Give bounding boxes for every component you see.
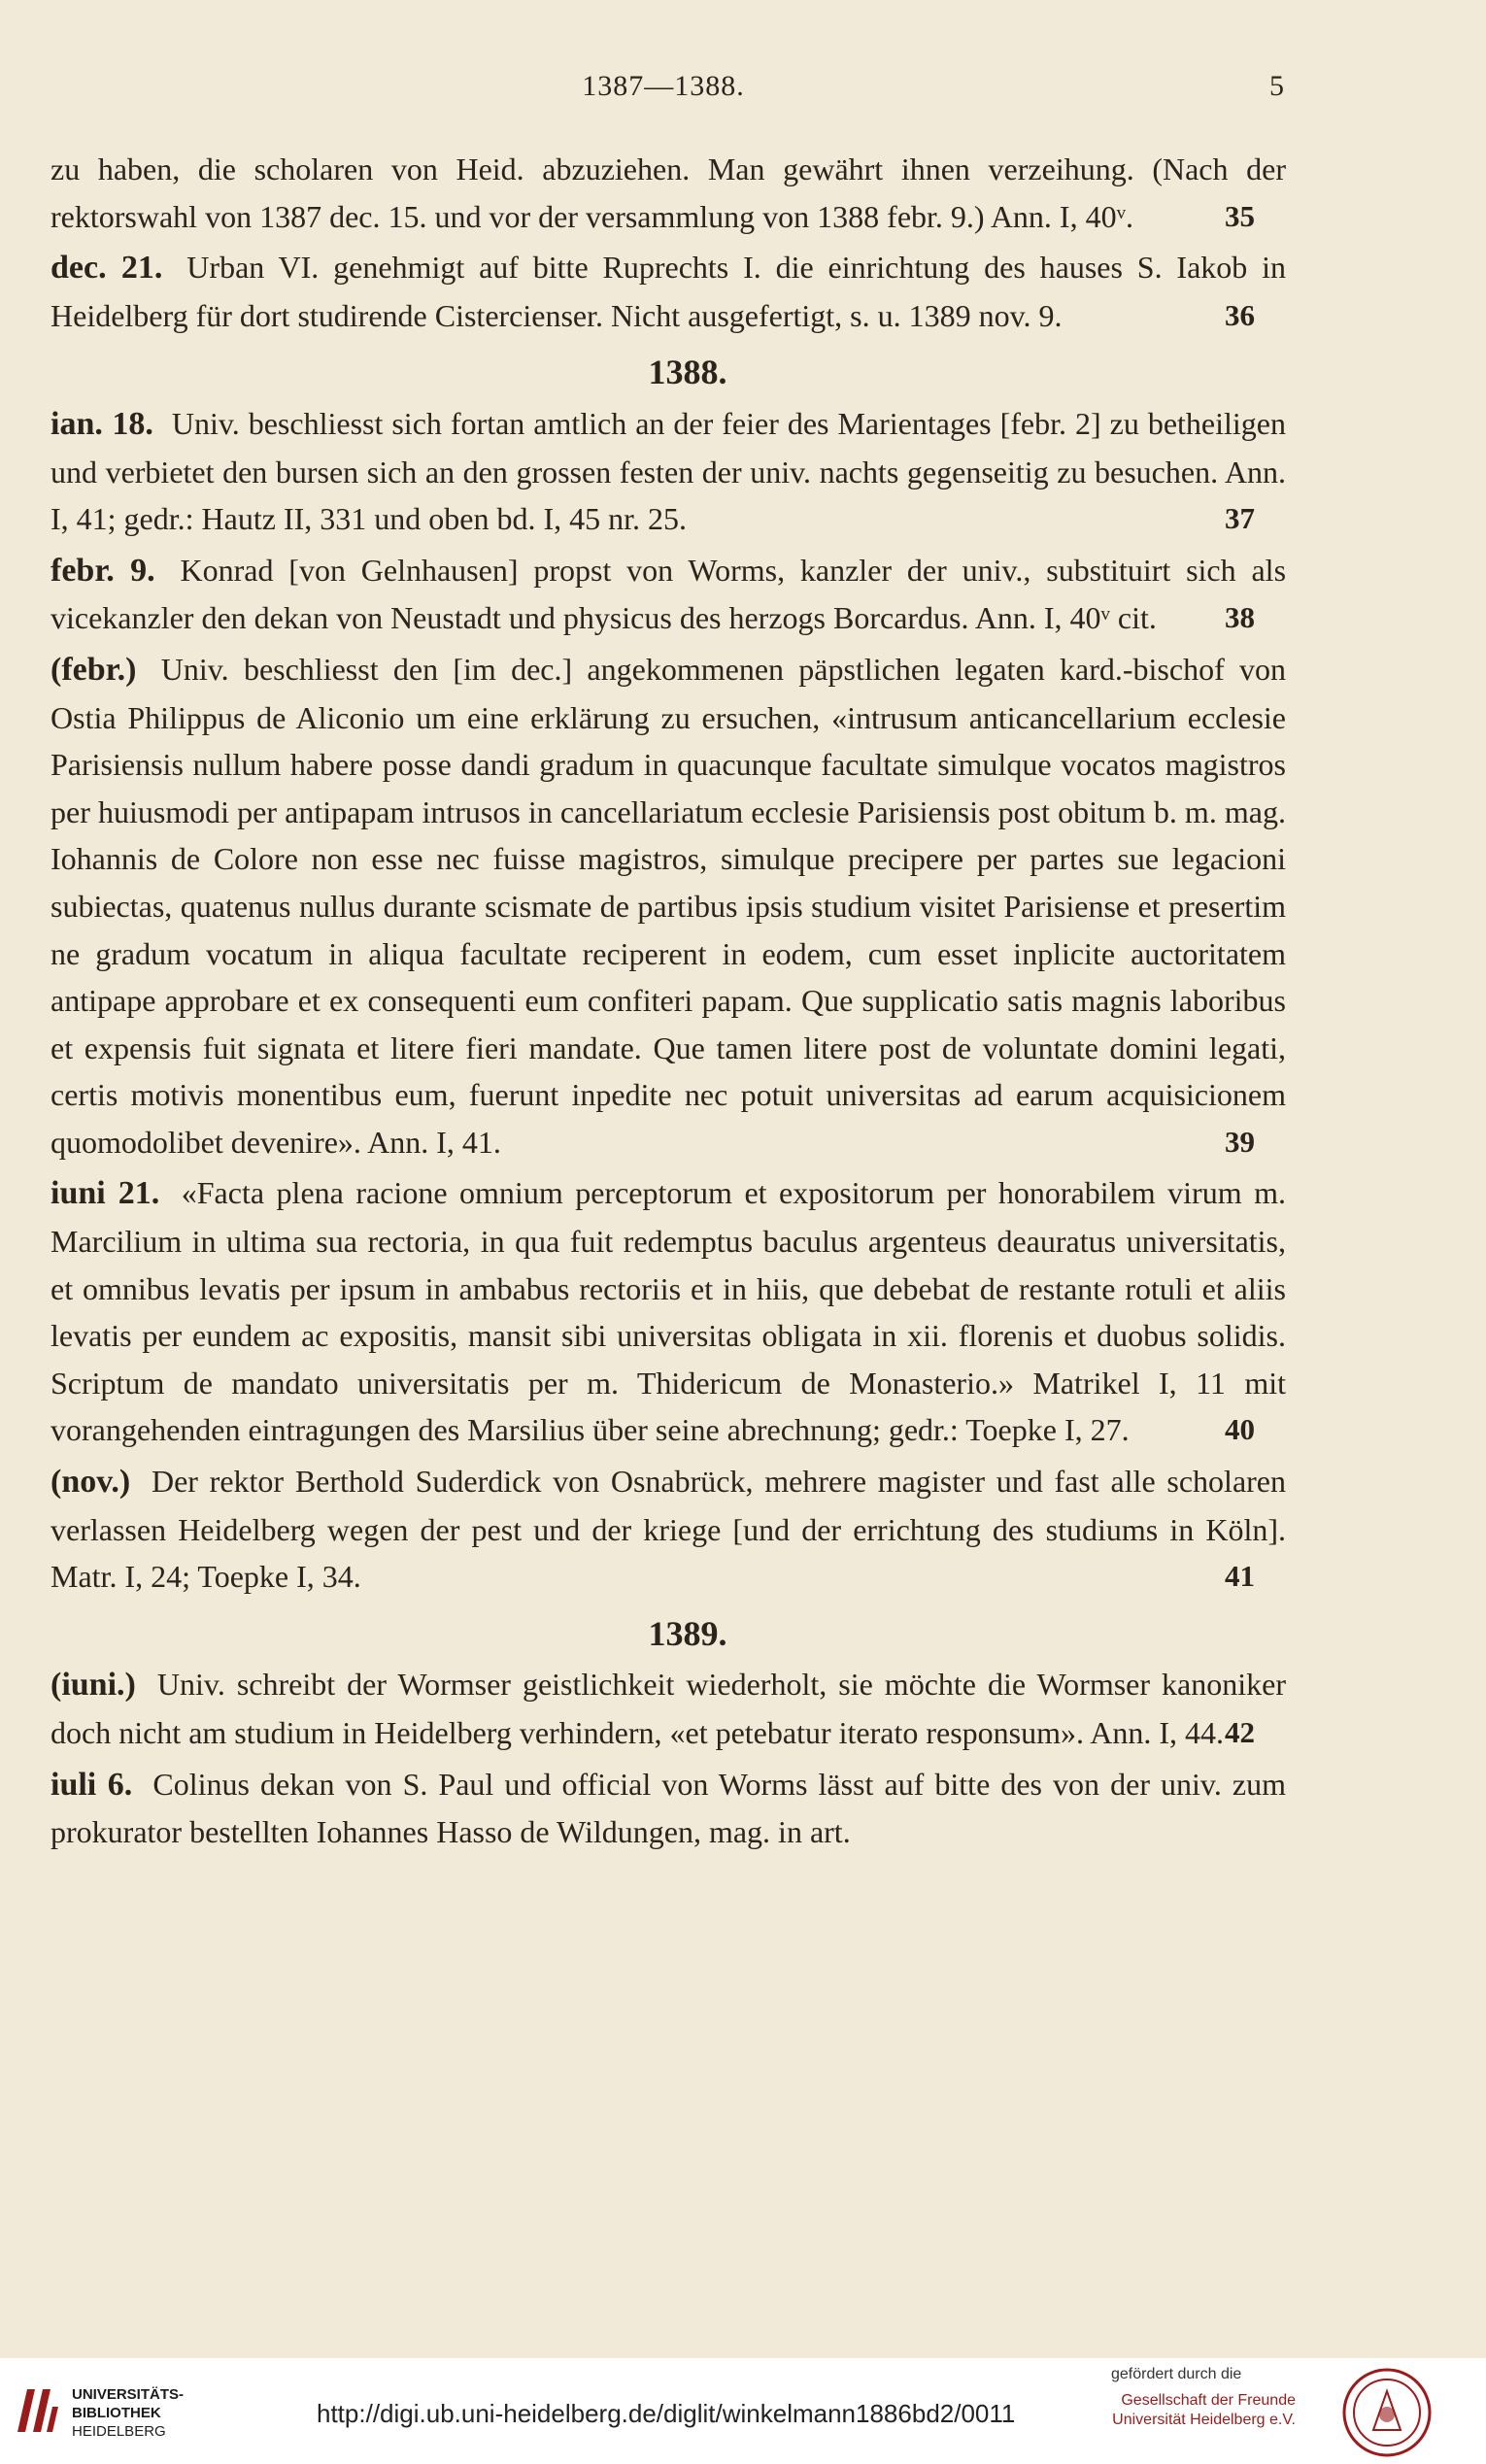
library-name [72,2385,184,2441]
entry-35 [51,146,1286,240]
entry-number: 42 [1225,1715,1255,1749]
university-seal-icon [1340,2366,1434,2459]
page-number: 5 [1269,70,1284,102]
footer-bar [0,2358,1486,2464]
entry-text: Colinus dekan von S. Paul und official von Worms lässt auf bitte des von der univ. zum prokurator bestellten Iohannes Hasso de Wildungen, mag. in art. [51,1766,1287,1850]
entry-number: 35 [1225,198,1255,233]
permalink-url[interactable]: http://digi.ub.uni-heidelberg.de/diglit/winkelmann1886bd2/0011 [317,2399,1016,2428]
body-text [51,146,1286,1860]
library-name-line: BIBLIOTHEK [72,2405,161,2421]
entry-number: 39 [1225,1124,1255,1159]
library-mark-icon [14,2383,62,2438]
entry-date: (febr.) [51,651,137,688]
entry-number: 41 [1225,1559,1255,1594]
sponsor-org [1101,2391,1296,2430]
entry-text: zu haben, die scholaren von Heid. abzuziehen. Man gewährt ihnen verzeihung. (Nach der rektorswahl von 1387 dec. 15. und vor der versammlung von 1388 febr. 9.) Ann. I, 40ᵛ. [51,152,1286,234]
sponsor-org-line: Gesellschaft der Freunde [1121,2392,1296,2409]
year-heading-1388: 1388. [648,353,727,392]
sponsor-block[interactable] [1101,2366,1296,2430]
year-heading-1389: 1389. [648,1613,727,1653]
entry-date: iuli 6. [51,1766,133,1803]
entry-text: Univ. beschliesst sich fortan amtlich an der feier des Marientages [febr. 2] zu betheiligen und verbietet den bursen sich an den grossen festen der univ. nachts gegenseitig zu besuchen. Ann. I, 41; gedr.: Hautz II, 331 und oben bd. I, 45 nr. 25. [51,405,1287,537]
entry-43 [51,1761,1286,1856]
entry-text: Univ. beschliesst den [im dec.] angekommenen päpstlichen legaten kard.-bischof von Ostia Philippus de Aliconio um eine erklärung zu ersuchen, «intrusum anticancellarium ecclesie Parisiensis nullum habere posse dandi gradum in quacunque facultate simulque vocatos magistros per huiusmodi per antipapam intrusos in cancellariatum ecclesie Parisiensis post obitum b. m. mag. Iohannis de Colore non esse nec fuisse magistros, simulque precipere per partes sue legacioni subiectas, quatenus nullus durante scismate de partibus ipsis studium visitet Parisiense et presertim ne gradum vocatum in aliqua facultate reciperent in eodem, cum esset inplicite auctoritatem antipape approbare et ex consequenti eum confiteri papam. Que supplicatio satis magnis laboribus et expensis fuit signata et litere fieri mandate. Que tamen litere post de voluntate domini legati, certis motivis monentibus eum, fuerunt inpedite nec potuit universitas ad earum acquisicionem quomodolibet devenire». Ann. I, 41. [51,651,1287,1160]
entry-date: (nov.) [51,1464,131,1501]
entry-date: febr. 9. [51,552,155,589]
entry-date: dec. 21. [51,250,163,287]
entry-number: 37 [1225,501,1255,536]
running-title: 1387—1388. [582,70,745,102]
entry-41 [51,1458,1286,1601]
entry-date: iuni 21. [51,1175,160,1212]
sponsor-by-label: gefördert durch die [1111,2366,1242,2382]
entry-date: (iuni.) [51,1667,136,1704]
entry-text: Univ. schreibt der Wormser geistlichkeit wiederholt, sie möchte die Wormser kanoniker doch nicht am studium in Heidelberg verhindern, «et petebatur iterato responsum». Ann. I, 44. [51,1667,1287,1750]
entry-text: Urban VI. genehmigt auf bitte Ruprechts I. die einrichtung des hauses S. Iakob in Heidelberg für dort studirende Cistercienser. Nicht ausgefertigt, s. u. 1389 nov. 9. [51,250,1287,333]
entry-text: «Facta plena racione omnium perceptorum et expositorum per honorabilem virum m. Marcilium in ultima sua rectoria, in qua fuit redemptus baculus argenteus deauratus universitatis, et omnibus levatis per ipsum in ambabus rectoriis et in hiis, que debebat de restante rotuli et aliis levatis per eundem ac expositis, mansit sibi universitas obligata in xii. florenis et duobus solidis. Scriptum de mandato universitatis per m. Thidericum de Monasterio.» Matrikel I, 11 mit vorangehenden eintragungen des Marsilius über seine abrechnung; gedr.: Toepke I, 27. [51,1175,1287,1448]
entry-36 [51,244,1286,339]
entry-42 [51,1661,1286,1756]
entry-date: ian. 18. [51,405,153,442]
entry-38 [51,547,1286,642]
entry-40 [51,1169,1286,1454]
entry-number: 40 [1225,1412,1255,1447]
entry-number: 38 [1225,600,1255,635]
library-name-line: UNIVERSITÄTS- [72,2386,185,2403]
running-head [0,70,1486,118]
library-name-line: HEIDELBERG [72,2423,166,2440]
entry-37 [51,400,1286,543]
entry-text: Der rektor Berthold Suderdick von Osnabrück, mehrere magister und fast alle scholaren verlassen Heidelberg wegen der pest und der kriege [und der errichtung des studiums in Köln]. Matr. I, 24; Toepke I, 34. [51,1464,1287,1595]
library-logo[interactable] [14,2376,198,2446]
entry-text: Konrad [von Gelnhausen] propst von Worms, kanzler der univ., substituirt sich als vicekanzler den dekan von Neustadt und physicus des herzogs Borcardus. Ann. I, 40ᵛ cit. [51,552,1287,636]
sponsor-org-line: Universität Heidelberg e.V. [1112,2412,1296,2428]
entry-39 [51,646,1286,1166]
entry-number: 36 [1225,297,1255,332]
